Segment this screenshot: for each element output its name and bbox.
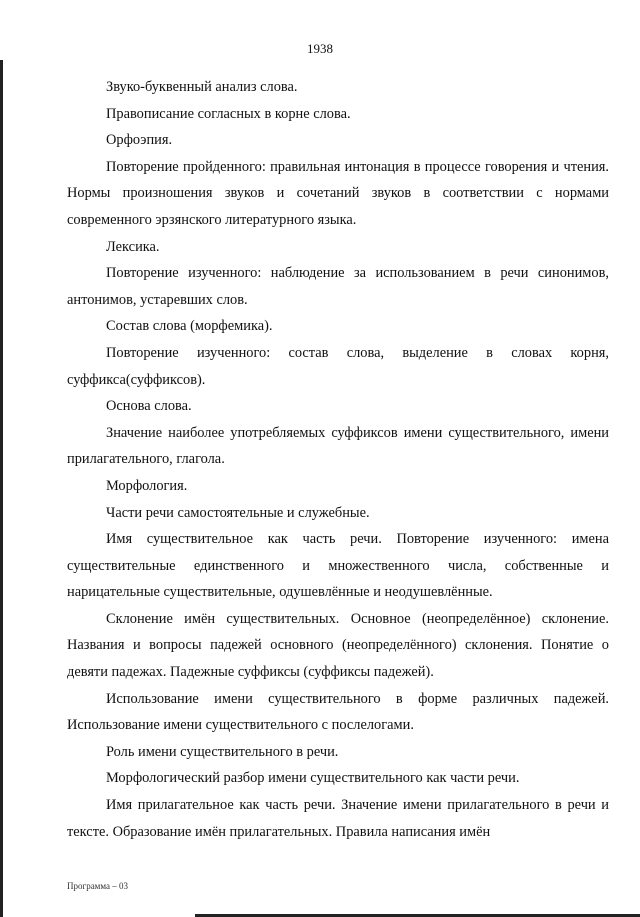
paragraph: Правописание согласных в корне слова. [106, 105, 351, 122]
paragraph: Повторение пройденного: правильная интонация в процессе говорения и чтения. Нормы произношения звуков и сочетаний звуков в соответствии с нормами современного эрзянского литературного языка. [67, 158, 609, 228]
paragraph: Части речи самостоятельные и служебные. [106, 504, 370, 521]
scan-edge-left [0, 60, 3, 917]
paragraph: Роль имени существительного в речи. [106, 743, 339, 760]
paragraph: Основа слова. [106, 398, 192, 415]
paragraph: Использование имени существительного в форме различных падежей. Использование имени существительного с послелогами. [67, 690, 609, 734]
footer-label: Программа – 03 [67, 881, 129, 891]
paragraph: Имя прилагательное как часть речи. Значение имени прилагательного в речи и тексте. Образование имён прилагательных. Правила написания имён [67, 797, 609, 840]
paragraph: Повторение изученного: состав слова, выделение в словах корня, суффикса(суффиксов). [67, 344, 609, 388]
document-body [67, 74, 609, 845]
paragraph: Звуко-буквенный анализ слова. [106, 79, 298, 95]
paragraph: Повторение изученного: наблюдение за использованием в речи синонимов, антонимов, устаревших слов. [67, 265, 609, 308]
paragraph: Имя существительное как часть речи. Повторение изученного: имена существительные единственного и множественного числа, собственные и нарицательные существительные, одушевлённые и неодушевлённые. [67, 531, 609, 601]
paragraph: Орфоэпия. [106, 132, 173, 149]
paragraph: Морфология. [106, 477, 188, 494]
paragraph: Склонение имён существительных. Основное (неопределённое) склонение. Названия и вопросы падежей основного (неопределённого) склонения. Понятие о девяти падежах. Падежные суффиксы (суффиксы падежей). [67, 610, 609, 681]
page-number: 1938 [307, 41, 333, 56]
paragraph: Значение наиболее употребляемых суффиксов имени существительного, имени прилагательного, глагола. [67, 424, 609, 468]
paragraph: Лексика. [106, 238, 160, 255]
paragraph: Состав слова (морфемика). [106, 318, 273, 335]
paragraph: Морфологический разбор имени существительного как части речи. [106, 770, 520, 787]
